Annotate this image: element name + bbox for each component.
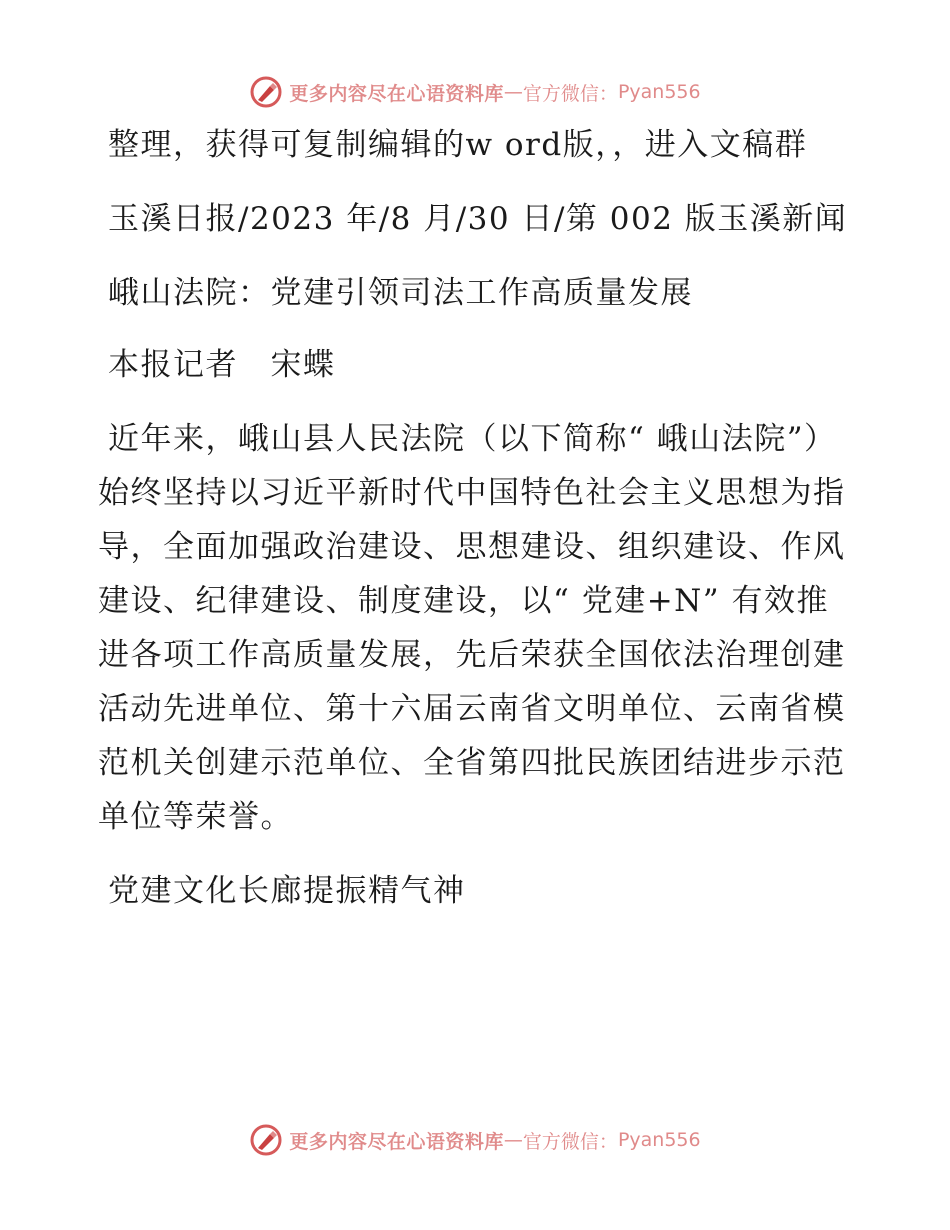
document-content xyxy=(98,118,858,918)
byline: 本报记者 宋蝶 xyxy=(108,347,336,383)
watermark-brand-text: 更多内容尽在心语资料库 xyxy=(289,1130,504,1153)
subheading: 党建文化长廊提振精气神 xyxy=(108,873,466,909)
watermark-banner-top xyxy=(0,72,950,112)
watermark-banner-bottom xyxy=(0,1120,950,1160)
watermark-wechat-id: Pyan556 xyxy=(617,81,701,103)
watermark-brand-text: 更多内容尽在心语资料库 xyxy=(289,82,504,105)
watermark-suffix-text: 官方微信： xyxy=(522,1130,618,1153)
watermark-wechat-id: Pyan556 xyxy=(617,1129,701,1151)
source-line: 玉溪日报/2023 年/8 月/30 日/第 002 版玉溪新闻 xyxy=(108,201,848,237)
pen-circle-icon xyxy=(249,1123,283,1157)
body-paragraph: 近年来，峨山县人民法院（以下简称“ 峨山法院”）始终坚持以习近平新时代中国特色社会主义思想为指导，全面加强政治建设、思想建设、组织建设、作风建设、纪律建设、制度建设，以“ 党建+N” 有效推进各项工作高质量发展，先后荣获全国依法治理创建活动先进单位、第十六届云南省文明单位、云南省模范机关创建示范单位、全省第四批民族团结进步示范单位等荣誉。 xyxy=(98,421,846,835)
watermark-suffix-text: 官方微信： xyxy=(522,82,618,105)
intro-line: 整理，获得可复制编辑的w ord版，，进入文稿群 xyxy=(108,127,808,163)
watermark-separator: — xyxy=(503,81,523,103)
pen-circle-icon xyxy=(249,75,283,109)
headline: 峨山法院：党建引领司法工作高质量发展 xyxy=(108,275,693,311)
watermark-separator: — xyxy=(503,1129,523,1151)
